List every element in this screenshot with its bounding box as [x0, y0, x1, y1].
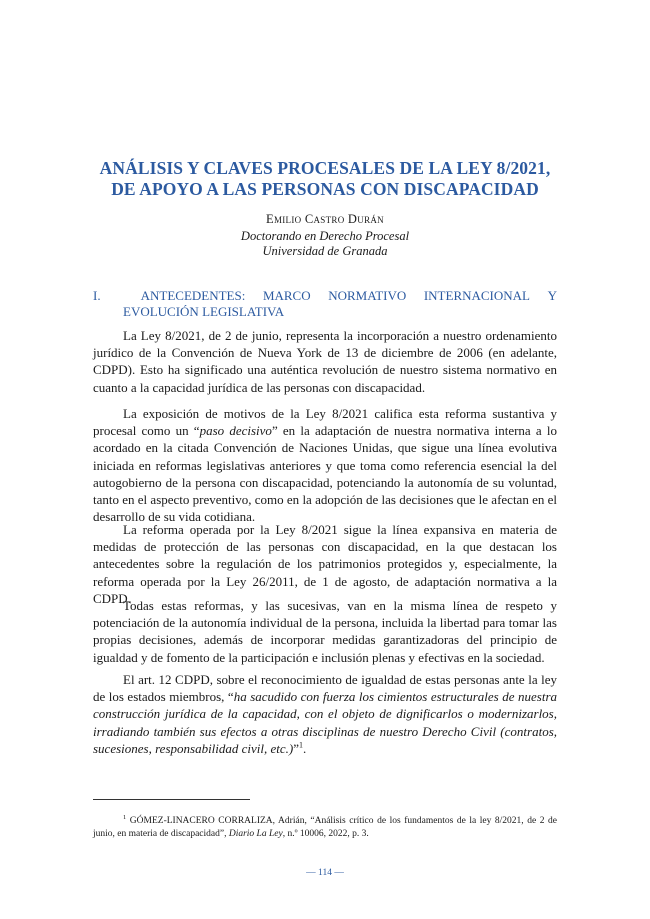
paragraph-5-text: El art. 12 CDPD, sobre el reconocimiento de igualdad de estas personas ante la ley de los estados miembros, “ [93, 672, 557, 705]
section-word: NORMATIVO [328, 288, 407, 303]
section-heading-line-1 [93, 288, 557, 304]
section-heading [93, 288, 557, 319]
section-word: ANTECEDENTES: [140, 288, 246, 303]
section-number: I. [93, 288, 101, 303]
footnote-reference[interactable]: 1 [299, 740, 304, 750]
author-name: Emilio Castro Durán [266, 212, 384, 226]
title-line-1: ANÁLISIS Y CLAVES PROCESALES DE LA LEY 8/2021, [99, 158, 551, 178]
paragraph-2-text: ” en la adaptación de nuestra normativa interna a lo acordado en la citada Convención de Naciones Unidas, que sigue una línea evolutiva iniciada en reformas legislativas anteriores y que toma como referencia esencial la del autogobierno de la persona con discapacidad, potenciando la autonomía de su voluntad, tanto en el aspecto preventivo, como en la adopción de las decisiones que le afectan en el desarrollo de su vida cotidiana. [93, 423, 557, 525]
paragraph-2 [93, 405, 557, 525]
author-affiliation [0, 229, 650, 259]
paragraph-2-emphasis: paso decisivo [199, 423, 272, 439]
section-word: Y [547, 288, 557, 303]
paragraph-1: La Ley 8/2021, de 2 de junio, representa la incorporación a nuestro ordenamiento jurídico de la Convención de Nueva York de 13 de diciembre de 2006 (en adelante, CDPD). Esto ha significado una auténtica revolución de nuestro sistema normativo en cuanto a la capacidad jurídica de las personas con discapacidad. [93, 328, 557, 395]
footnote-text: GÓMEZ-LINACERO CORRALIZA, Adrián, “Análisis crítico de los fundamentos de la ley 8/2021, de 2 de junio, en materia de discapacidad”, [93, 816, 557, 839]
section-heading-line-2: EVOLUCIÓN LEGISLATIVA [123, 303, 285, 319]
paragraph-5-text: . [303, 740, 307, 756]
title-line-2: DE APOYO A LAS PERSONAS CON DISCAPACIDAD [111, 179, 539, 199]
paragraph-3: La reforma operada por la Ley 8/2021 sigue la línea expansiva en materia de medidas de protección de las personas con discapacidad, en la que destacan los antecedentes sobre la regulación de los patrimonios protegidos y, especialmente, la reforma operada por la Ley 26/2011, de 1 de agosto, de adaptación normativa a la CDPD. [93, 522, 557, 606]
affiliation-line-1: Doctorando en Derecho Procesal [240, 229, 410, 243]
page-number: — 114 — [306, 868, 344, 878]
paragraph-5 [93, 671, 557, 757]
footnote [93, 815, 557, 841]
paragraph-2-text: La exposición de motivos de la Ley 8/2021 califica esta reforma sustantiva y procesal como un “ [93, 406, 557, 439]
paragraph-5-text: ” [293, 740, 300, 756]
article-title [60, 158, 590, 200]
paragraph-5-quote: ha sacudido con fuerza los cimientos estructurales de nuestra construcción jurídica de la capacidad, con el objeto de dignificarlos o modernizarlos, irradiando también sus efectos a otras disciplinas de nuestro Derecho Civil (contratos, sucesiones, responsabilidad civil, etc.) [93, 689, 557, 756]
paragraph-4: Todas estas reformas, y las sucesivas, van en la misma línea de respeto y potenciación de la autonomía individual de la persona, incluida la libertad para tomar las propias decisiones, además de incorporar medidas garantizadoras del principio de igualdad y de fomento de la participación e inclusión plenas y efectivas en la sociedad. [93, 598, 557, 665]
affiliation-line-2: Universidad de Granada [262, 244, 388, 258]
footnote-separator [93, 799, 250, 800]
section-word: INTERNACIONAL [423, 288, 530, 303]
footnote-marker: 1 [123, 813, 127, 821]
section-word: MARCO [262, 288, 311, 303]
footnote-source: Diario La Ley [228, 829, 283, 839]
footnote-text: , n.º 10006, 2022, p. 3. [282, 829, 369, 839]
